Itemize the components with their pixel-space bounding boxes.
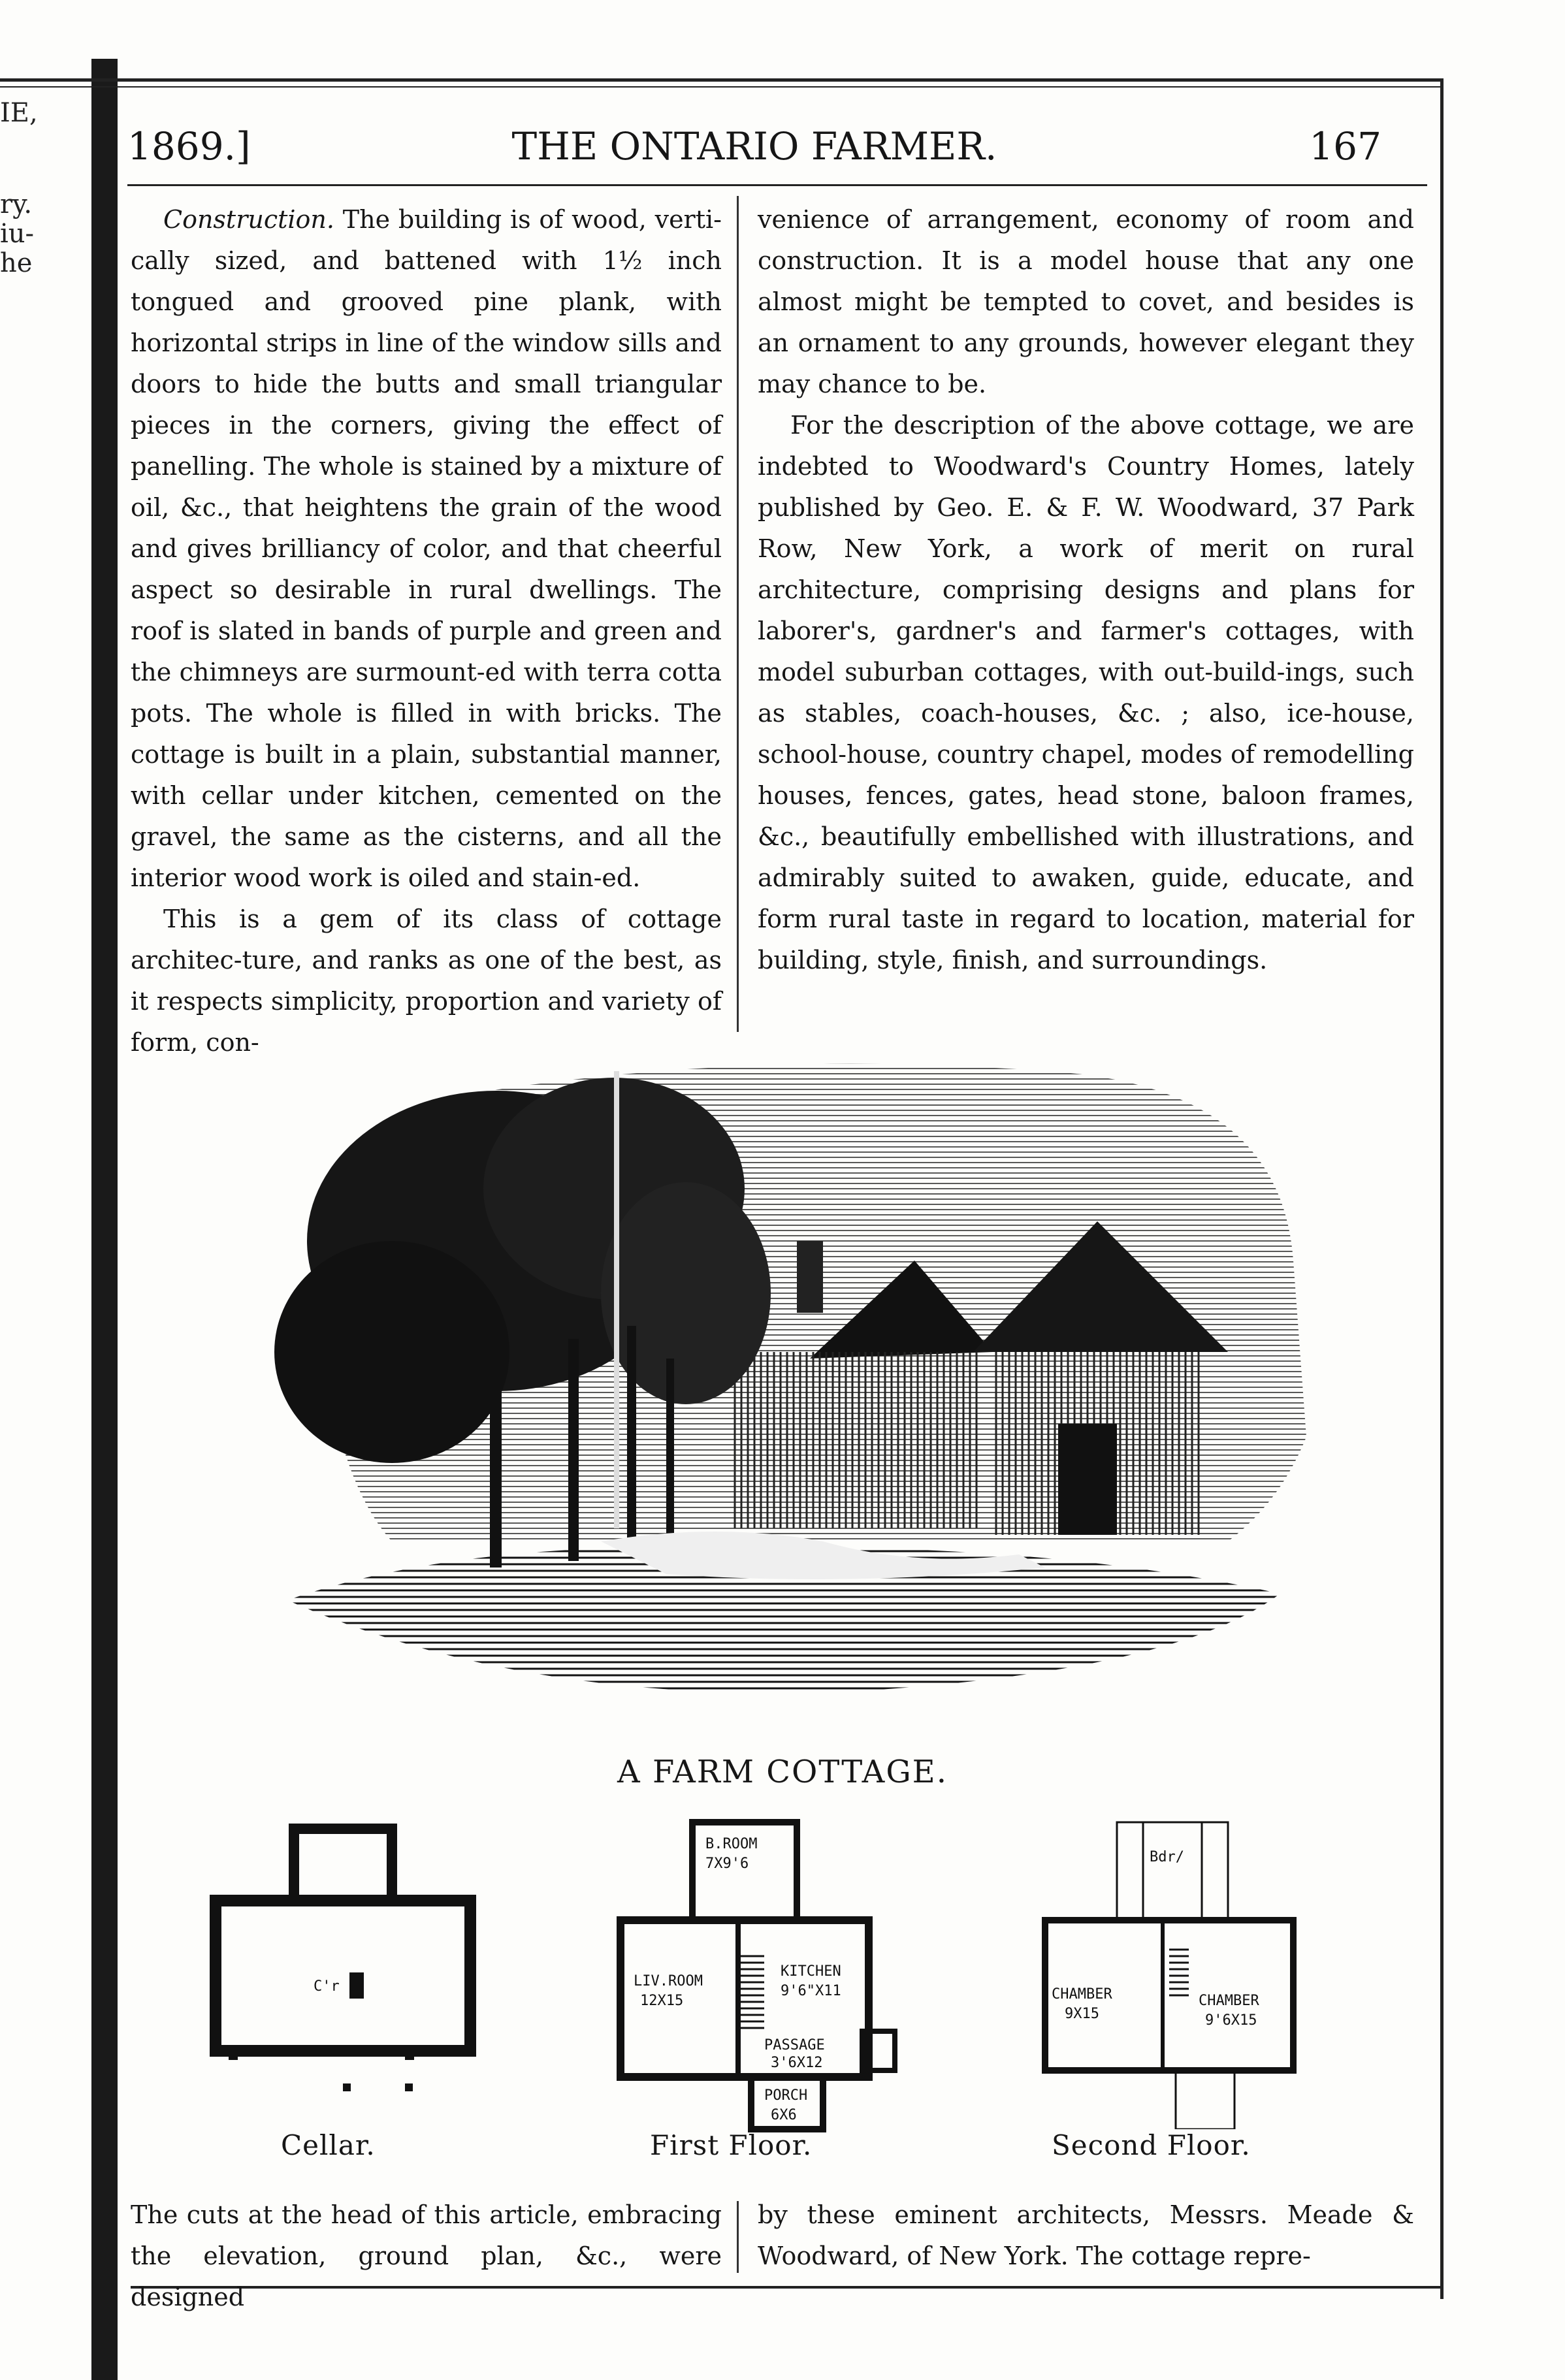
tree-trunk (627, 1326, 636, 1541)
room-size: 9'6"X11 (781, 1983, 841, 1999)
room-size: 12X15 (640, 1993, 684, 2009)
tree-trunk (666, 1359, 674, 1554)
first-floor-plan (607, 1816, 901, 2136)
left-column (131, 199, 722, 1063)
paragraph (131, 199, 722, 899)
room-size: 9'6X15 (1205, 2012, 1257, 2029)
column-divider (737, 2201, 739, 2273)
bottom-left-text: The cuts at the head of this article, embracing the elevation, ground plan, &c., were designed (131, 2200, 722, 2311)
room-name: Bdr/ (1150, 1849, 1184, 1865)
farm-cottage-engraving (261, 1045, 1332, 1744)
room-name: CHAMBER (1199, 1993, 1259, 2009)
paragraph-lead: Construction. (163, 205, 334, 234)
chimney (797, 1241, 823, 1313)
bottom-right-text: by these eminent architects, Messrs. Meade & Woodward, of New York. The cottage repre- (758, 2200, 1414, 2270)
paragraph-body: The building is of wood, verti-cally sized, and battened with 1½ inch tongued and grooved pine plank, with horizontal strips in line of the window sills and doors to hide the butts and small triangular pieces in the corners, giving the effect of panelling. The whole is stained by a mixture of oil, &c., that heightens the grain of the wood and gives brilliancy of color, and that cheerful aspect so desirable in rural dwellings. The roof is slated in bands of purple and green and the chimneys are surmount-ed with terra cotta pots. The whole is filled in with bricks. The cottage is built in a plain, substantial manner, with cellar under kitchen, cemented on the gravel, the same as the cisterns, and all the interior wood work is oiled and stain-ed. (131, 205, 722, 892)
room-size: 3'6X12 (771, 2055, 823, 2071)
room-name: PORCH (764, 2087, 808, 2104)
room-name: B.ROOM (705, 1836, 758, 1852)
edge-fragment: IE, (0, 98, 38, 128)
room-name: PASSAGE (764, 2037, 825, 2053)
edge-fragment: ry. (0, 189, 33, 219)
running-header (127, 124, 1381, 176)
second-floor-label: Second Floor. (1052, 2129, 1251, 2161)
cellar-room-text: C'r (314, 1978, 340, 1995)
tree-canopy (274, 1241, 509, 1463)
second-floor-plan (1032, 1816, 1319, 2129)
room-size: 9X15 (1065, 2006, 1099, 2022)
frame-top-rule (0, 78, 1444, 82)
tree-canopy (601, 1182, 771, 1404)
frame-right-rule (1440, 78, 1444, 2299)
room-size: 7X9'6 (705, 1856, 749, 1872)
paragraph: This is a gem of its class of cottage architec-ture, and ranks as one of the best, as it respects simplicity, proportion and variety of form, con- (131, 905, 722, 1057)
edge-fragment: iu- (0, 219, 35, 249)
column-divider (737, 196, 739, 1032)
room-name: KITCHEN (781, 1963, 841, 1980)
right-column (758, 199, 1414, 981)
doorway (1058, 1424, 1117, 1535)
header-year: 1869.] (127, 124, 251, 169)
tall-pole (614, 1071, 619, 1528)
engraving-caption: A FARM COTTAGE. (617, 1754, 948, 1790)
paragraph: venience of arrangement, economy of room and construction. It is a model house that any one almost might be tempted to covet, and besides is an ornament to any grounds, however elegant they may chance to be. (758, 205, 1414, 398)
room-name: LIV.ROOM (634, 1973, 703, 1989)
paragraph: For the description of the above cottage, we are indebted to Woodward's Country Homes, lately published by Geo. E. & F. W. Woodward, 37 Park Row, New York, a work of merit on rural architecture, comprising designs and plans for laborer's, gardner's and farmer's cottages, with model suburban cottages, with out-build-ings, such as stables, coach-houses, &c. ; also, ice-house, school-house, country chapel, modes of remodelling houses, fences, gates, head stone, baloon frames, &c., beautifully embellished with illustrations, and admirably suited to awaken, guide, educate, and form rural taste in regard to location, material for building, style, finish, and surroundings. (758, 411, 1414, 974)
room-name: CHAMBER (1052, 1986, 1112, 2002)
binding-bar (91, 59, 118, 2380)
room-size: 6X6 (771, 2107, 797, 2123)
tree-trunk (490, 1359, 502, 1568)
first-floor-label: First Floor. (650, 2129, 813, 2161)
frame-top-rule-thin (0, 86, 1444, 88)
header-rule (127, 184, 1427, 186)
header-title: THE ONTARIO FARMER. (511, 124, 997, 169)
house-wall-left (732, 1352, 980, 1528)
cellar-label: Cellar. (281, 2129, 376, 2161)
tree-trunk (568, 1339, 579, 1561)
cellar-plan (196, 1822, 509, 2110)
header-page-number: 167 (1309, 124, 1381, 169)
edge-fragment: he (0, 248, 33, 278)
